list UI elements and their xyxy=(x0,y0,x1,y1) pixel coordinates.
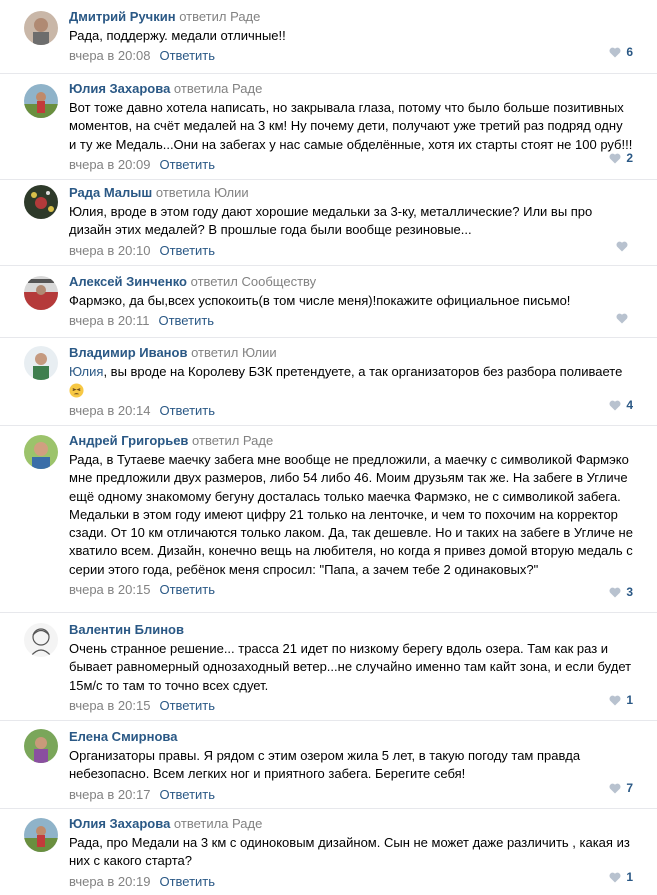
like-button[interactable] xyxy=(609,584,633,599)
avatar[interactable] xyxy=(24,435,58,469)
heart-icon xyxy=(609,872,621,883)
reply-to-label[interactable]: ответил Раде xyxy=(192,433,274,448)
author-name[interactable]: Валентин Блинов xyxy=(69,622,184,637)
comment-item xyxy=(0,338,657,426)
avatar[interactable] xyxy=(24,276,58,310)
comment-text: Очень странное решение... трасса 21 идет по низкому берегу вдоль озера. Там как раз и бывает равномерный однозаходный ветер...не случайно именно там кайт зона, и если будет 15м/с то там то точно всех сдует. xyxy=(69,641,632,693)
like-button[interactable] xyxy=(609,397,633,412)
comment-text: Рада, в Тутаеве маечку забега мне вообще не предложили, а маечку с символикой Фармэко мне предложили двух размеров, либо 54 либо 46. Моим друзьям так же. На забеге в Угличе ещё одному знакомому бегуну досталась только маечка Фармэко, не с символикой забега. Медальки в этом году имеют цифру 21 только на ленточке, и чем то похочим на корректор сзади. От 10 км отличаются только лаком. Да, так дешевле. Но и таких на забеге в Угличе не хватило всем. Дизайн, конечно вещь на любителя, но когда я привез домой вторую медаль с серии этого года, ребёнок меня спросил: "Папа, а зачем тебе 2 одинаковых?" xyxy=(69,452,633,577)
reply-button[interactable]: Ответить xyxy=(159,582,216,598)
like-button[interactable] xyxy=(609,692,633,707)
reply-to-label[interactable]: ответила Юлии xyxy=(155,185,249,200)
reply-button[interactable]: Ответить xyxy=(159,48,216,64)
comment-item xyxy=(0,426,657,613)
mention-link[interactable]: Юлия xyxy=(69,364,104,379)
like-count: 6 xyxy=(626,45,633,59)
heart-icon xyxy=(609,783,621,794)
timestamp[interactable]: вчера в 20:17 xyxy=(69,786,151,802)
tired-face-emoji-icon xyxy=(69,383,84,398)
like-count: 1 xyxy=(626,693,633,707)
timestamp[interactable]: вчера в 20:15 xyxy=(69,697,151,713)
reply-button[interactable]: Ответить xyxy=(159,402,216,418)
like-button[interactable] xyxy=(609,150,633,165)
heart-icon xyxy=(609,695,621,706)
timestamp[interactable]: вчера в 20:19 xyxy=(69,873,151,889)
comment-text: Рада, про Медали на 3 км с одиноковым дизайном. Сын не может даже различить , какая из них с какого старта? xyxy=(69,835,630,869)
reply-button[interactable]: Ответить xyxy=(158,313,215,329)
heart-icon xyxy=(616,241,628,252)
author-name[interactable]: Юлия Захарова xyxy=(69,816,171,831)
like-count: 1 xyxy=(626,870,633,884)
reply-button[interactable]: Ответить xyxy=(159,697,216,713)
avatar[interactable] xyxy=(24,623,58,657)
like-count: 7 xyxy=(626,781,633,795)
heart-icon xyxy=(609,400,621,411)
reply-to-label[interactable]: ответил Раде xyxy=(179,9,261,24)
comment-item xyxy=(0,809,657,895)
author-name[interactable]: Рада Малыш xyxy=(69,185,153,200)
comment-text: Фармэко, да бы,всех успокоить(в том числе меня)!покажите официальное письмо! xyxy=(69,293,571,308)
comment-item xyxy=(0,180,657,266)
author-name[interactable]: Алексей Зинченко xyxy=(69,274,187,289)
comment-item xyxy=(0,613,657,721)
heart-icon xyxy=(609,153,621,164)
author-name[interactable]: Владимир Иванов xyxy=(69,345,188,360)
author-name[interactable]: Андрей Григорьев xyxy=(69,433,189,448)
comment-text xyxy=(69,363,633,400)
reply-to-label[interactable]: ответила Раде xyxy=(173,816,263,831)
reply-button[interactable]: Ответить xyxy=(159,873,216,889)
avatar[interactable] xyxy=(24,11,58,45)
like-button[interactable] xyxy=(616,238,633,253)
comment-text-body: , вы вроде на Королеву БЗК претендуете, а так организаторов без разбора поливаете xyxy=(103,364,623,379)
avatar[interactable] xyxy=(24,729,58,763)
like-button[interactable] xyxy=(609,869,633,884)
avatar[interactable] xyxy=(24,84,58,118)
like-button[interactable] xyxy=(609,44,633,59)
comment-item xyxy=(0,266,657,338)
avatar[interactable] xyxy=(24,185,58,219)
avatar[interactable] xyxy=(24,346,58,380)
comment-text: Рада, поддержу. медали отличные!! xyxy=(69,28,286,43)
timestamp[interactable]: вчера в 20:15 xyxy=(69,582,151,598)
timestamp[interactable]: вчера в 20:09 xyxy=(69,156,151,172)
author-name[interactable]: Юлия Захарова xyxy=(69,81,171,96)
reply-button[interactable]: Ответить xyxy=(159,242,216,258)
reply-button[interactable]: Ответить xyxy=(159,156,216,172)
like-count: 4 xyxy=(626,398,633,412)
reply-to-label[interactable]: ответил Сообществу xyxy=(190,274,317,289)
heart-icon xyxy=(609,587,621,598)
author-name[interactable]: Елена Смирнова xyxy=(69,729,178,744)
timestamp[interactable]: вчера в 20:11 xyxy=(69,313,150,329)
avatar[interactable] xyxy=(24,818,58,852)
reply-button[interactable]: Ответить xyxy=(159,786,216,802)
comment-text: Организаторы правы. Я рядом с этим озером жила 5 лет, в такую погоду там правда небезопасно. Всем легких ног и приятного забега. Берегите себя! xyxy=(69,748,581,782)
heart-icon xyxy=(616,313,628,324)
like-count: 3 xyxy=(626,585,633,599)
comment-item xyxy=(0,721,657,809)
reply-to-label[interactable]: ответил Юлии xyxy=(191,345,277,360)
comment-item xyxy=(0,74,657,180)
timestamp[interactable]: вчера в 20:08 xyxy=(69,48,151,64)
like-button[interactable] xyxy=(609,780,633,795)
comment-text: Вот тоже давно хотела написать, но закрывала глаза, потому что было больше позитивных моментов, на счёт медалей на 3 км! Ну почему дети, получают уже третий раз подряд одну и ту же Медаль...Они на забегах у нас самые обделённые, хотя их старты стоят не 100 руб!!! xyxy=(69,100,633,152)
like-count: 2 xyxy=(626,151,633,165)
comment-item xyxy=(0,0,657,74)
comment-text: Юлия, вроде в этом году дают хорошие медальки за 3-ку, металлические? Или вы про дизайн этих медалей? В прошлые года были вообще резиновые... xyxy=(69,204,593,238)
like-button[interactable] xyxy=(616,310,633,325)
timestamp[interactable]: вчера в 20:10 xyxy=(69,242,151,258)
reply-to-label[interactable]: ответила Раде xyxy=(173,81,263,96)
heart-icon xyxy=(609,47,621,58)
timestamp[interactable]: вчера в 20:14 xyxy=(69,402,151,418)
author-name[interactable]: Дмитрий Ручкин xyxy=(69,9,176,24)
